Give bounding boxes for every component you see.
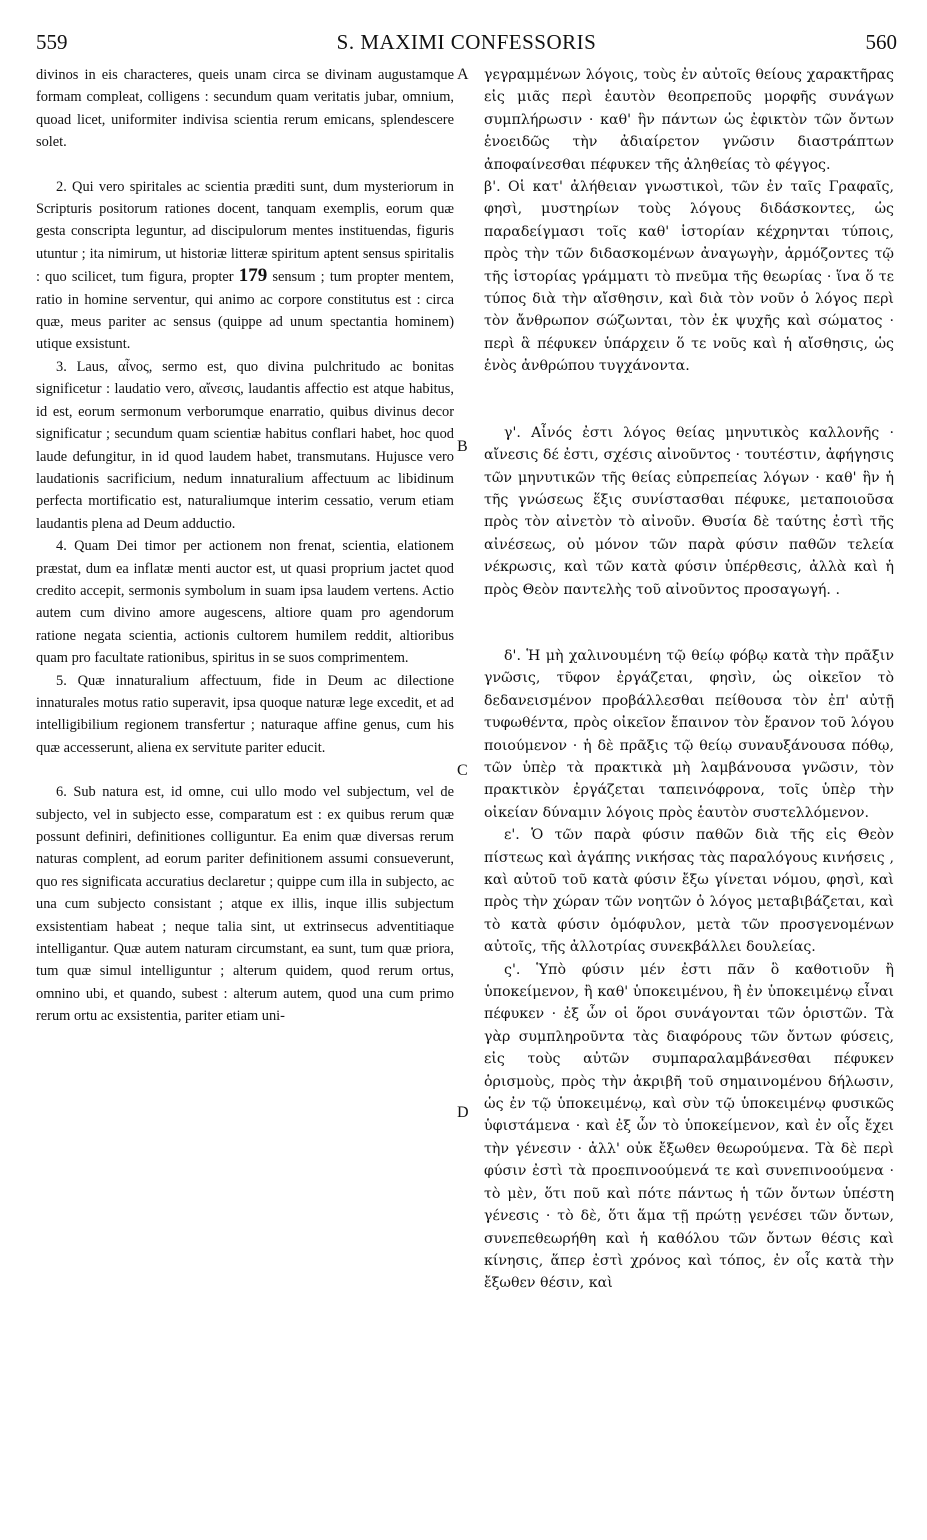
margin-mark-a: A — [457, 66, 469, 83]
page-number-left: 559 — [36, 30, 68, 54]
greek-column — [484, 64, 894, 1295]
greek-paragraph-4: δ'. Ἡ μὴ χαλινουμένη τῷ θείῳ φόβῳ κατὰ τὴν πρᾶξιν γνῶσις, τῦφον ἐργάζεται, φησὶν, ὡς οἰκεῖον τὸ δεδανεισμένον προβάλλεσθαι πείθουσα τὸν ἐπ' αὐτῇ τυφωθέντα, πρὸς οἰκεῖον ἔπαινον τὸν ἔρανον τοῦ λόγου ποιούμενον · ἡ δὲ πρᾶξις τῷ θείῳ συναυξάνουσα πόθῳ, τῶν ὑπὲρ τὰ πρακτικὰ μὴ λαμβάνουσα γνῶσιν, τὸν πρακτικὸν ἐργάζεται ταπεινόφρονα, τοῖς ὑπὲρ τὴν οἰκείαν δύναμιν λόγοις πρὸς ἑαυτὸν συστελλόμενον. — [484, 647, 894, 821]
latin-paragraph-3: 3. Laus, αἶνος, sermo est, quo divina pulchritudo ac bonitas significetur : laudatio vero, αἴνεσις, laudantis affectio est atque habitus, id est, eorum sermonum verborumque enarratio, quibus divinus decor significatur ; secundum quam scientiæ habitus conflari habet, hoc quod laude defungitur, in id quod laudem habet, transmutans. Hujusce vero laudationis sacrificium, nedum innaturalium affectuum ac libidinum perfecta mortificatio est, naturaliumque interim cessatio, verum etiam laudantis plena ad Deum adductio. — [36, 358, 454, 532]
greek-paragraph-3: γ'. Αἶνός ἐστι λόγος θείας μηνυτικὸς καλλονῆς · αἴνεσις δέ ἐστι, σχέσις αἰνοῦντος · τουτέστιν, ἀφήγησις τῶν μηνυτικῶν τῆς θείας εὐπρεπείας λόγων · καθ' ἣν ἡ τῆς γνώσεως ἕξις συνίστασθαι πέφυκε, μεταποιοῦσα πρὸς τὸν αἰνετὸν τὸ αἰνοῦν. Θυσία δὲ ταύτης ἐστὶ τῆς αἰνέσεως, οὐ μόνον τῶν παρὰ φύσιν παθῶν τελεία νέκρωσις, καὶ τῶν κατὰ φύσιν ὑπέρθεσις, ἀλλὰ καὶ ἡ πρὸς Θεὸν παντελὴς τοῦ αἰνοῦντος προσαγωγή. . — [484, 424, 894, 598]
latin-paragraph-6: 6. Sub natura est, id omne, cui ullo modo vel subjectum, vel de subjecto, vel in subjecto esse, comparatum est : ex quibus rerum quæ possunt definiri, definitiones colliguntur. Ea enim quæ diversas rerum naturas complent, ad eorum pariter definitionem assumi consueverunt, quo res significata accuratius declaretur ; quippe cum illa in subjecto, ac una cum subjecto consistant ; atque ex illis, inque illis subjectum exsistentiam habeat ; neque talia sint, ut extrinsecus adventitiaque intelligantur. Quæ autem naturam circumstant, ea sunt, tum quæ priora, tum quæ simul intelliguntur ; alterum quidem, quod rerum ortus, omnino ubi, et quando, subest : alterum autem, quod una cum primo rerum ortu ac exsistentia, pariter etiam uni- — [36, 784, 454, 1025]
greek-paragraph-6: ς'. Ὑπὸ φύσιν μέν ἐστι πᾶν ὃ καθοτιοῦν ἢ ὑποκείμενον, ἢ καθ' ὑποκειμένου, ἢ ἐν ὑποκειμένῳ εἶναι πέφυκεν · ἐξ ὧν οἱ ὅροι συνάγονται τῶν ὁριστῶν. Τὰ γὰρ συμπληροῦντα τὰς διαφόρους τῶν ὄντων φύσεις, εἰς τοὺς αὐτῶν συμπαραλαμβάνεσθαι πέφυκεν ὁρισμοὺς, πρὸς τὴν ἀκριβῆ τοῦ σημαινομένου δήλωσιν, ὡς ἐν τῷ ὑποκειμένῳ, καὶ σὺν τῷ ὑποκειμένῳ φυσικῶς ὑφιστάμενα · καὶ ἐξ ὧν τὸ ὑποκείμενον, καὶ ἐν οἷς ἔχει τὴν γένεσιν · ἀλλ' οὐκ ἔξωθεν θεωρούμενα. Τὰ δὲ περὶ φύσιν ἐστὶ τὰ προεπινοούμενά τε καὶ συνεπινοούμενα · τὸ μὲν, ὅτι ποῦ καὶ πότε πάντως ἡ τῶν ὄντων ὑπέστη γένεσις · τὸ δὲ, ὅτι ἅμα τῇ πρώτῃ γενέσει τῶν ὄντων, συνεπεθεωρήθη καὶ ἡ καθόλου τῶν ὄντων θέσις καὶ κίνησις, ἅπερ ἐστὶ χρόνος καὶ τόπος, ἐν οἷς κατὰ τὴν ἔξωθεν θέσιν, καὶ — [484, 961, 894, 1292]
page-number-right: 560 — [865, 30, 897, 54]
margin-mark-c: C — [457, 762, 468, 779]
margin-mark-b: B — [457, 438, 468, 455]
latin-paragraph-2-part-b: sensum ; tum propter mentem, ratio in homine serventur, qui animo ac corpore constitutus est : circa quæ, meus pariter ac sensus (quippe ad unum spectantia hominem) utique exsistunt. — [36, 269, 454, 353]
margin-mark-d: D — [457, 1104, 469, 1121]
greek-paragraph-5: ε'. Ὁ τῶν παρὰ φύσιν παθῶν διὰ τῆς εἰς Θεὸν πίστεως καὶ ἀγάπης νικήσας τὰς παραλόγους κινήσεις , καὶ αὐτοῦ τοῦ κατὰ φύσιν ἔξω γίνεται νόμου, φησὶ, καὶ πρὸς τὴν χώραν τῶν νοητῶν ὁ λόγος μεταβιβάζεται, καὶ τὸ κατὰ φύσιν ὁμόφυλον, μετὰ τῶν προσγενομένων αὐτοῖς, τῆς ἀλλοτρίας συνεκβάλλει δουλείας. — [484, 827, 894, 956]
latin-paragraph-5: 5. Quæ innaturalium affectuum, fide in Deum ac dilectione innaturales motus ratio superavit, ipsa quoque naturæ lege excedit, et ad intelligibilium regionem transfertur ; naturaque affine genus, cum his quæ accesserunt, aliena ex servitute pariter educit. — [36, 672, 454, 756]
greek-paragraph-2: β'. Οἱ κατ' ἀλήθειαν γνωστικοὶ, τῶν ἐν ταῖς Γραφαῖς, φησὶ, μυστηρίων τοὺς λόγους διδάσκοντες, ὡς παραδείγμασι τοῖς καθ' ἱστορίαν κέχρηνται τύποις, πρὸς τὴν τῶν διδασκομένων ἀναγωγὴν, ἁρμόζοντες τῷ τῆς ἱστορίας γράμματι τὸ πνεῦμα τῆς θεωρίας · ἵνα ὅ τε τύπος διὰ τὴν αἴσθησιν, καὶ διὰ τὸν νοῦν ὁ λόγος περὶ τὸν ἄνθρωπον σώζωνται, τὸν ἐκ ψυχῆς καὶ σώματος · περὶ ἃ πέφυκεν ὑπάρχειν ὅ τε νοῦς καὶ ἡ αἴσθησις, ὡς ἑνὸς ἀνθρώπου τυγχάνοντα. — [484, 179, 894, 375]
latin-paragraph-2-part-a: 2. Qui vero spiritales ac scientia præditi sunt, dum mysteriorum in Scripturis positorum rationes docent, tanquam exemplis, eorum quæ gesta conscripta leguntur, ad discipulorum mentes instituendas, figuris utuntur ; ita nimirum, ut historiæ litteræ spiritum aptent sensus spiritalis : quo scilicet, tum figura, propter — [36, 178, 454, 286]
running-title: S. MAXIMI CONFESSORIS — [336, 30, 597, 54]
latin-column — [36, 64, 454, 1028]
latin-paragraph-4: 4. Quam Dei timor per actionem non frenat, scientia, elationem præstat, dum ea inflatæ menti auctor est, ut quasi proprium jactet quod credito accepit, sermonis symbolum in suam ipsa laudem vertens. Actio autem cum divino amore augescens, altiore quam pro agendorum ratione negata scientia, actionis cultorem humilem reddit, altioribus quam pro facultate rationibus, spiritus in se suos comprimentem. — [36, 538, 454, 667]
running-header — [36, 30, 897, 60]
greek-paragraph-0: γεγραμμένων λόγοις, τοὺς ἐν αὐτοῖς θείους χαρακτῆρας εἰς μιᾶς περὶ ἑαυτὸν θεοπρεποῦς μορφῆς συνάγων συμπλήρωσιν · καθ' ἣν πάντων ὡς ἐφικτὸν τῶν ὄντων ἑνοειδῶς τὴν ἀδιαίρετον γνῶσιν διαστράπτων ἀποφαίνεσθαι πέφυκεν τῆς ἀληθείας τὸ φέγγος. — [484, 67, 894, 173]
column-number-marker: 179 — [238, 265, 268, 287]
latin-paragraph-0: divinos in eis characteres, queis unam circa se divinam augustamque formam compleat, colligens : secundum quam veritatis jubar, omnium, quoad licet, uniformiter indivisa scientia rerum emicans, splendescere solet. — [36, 67, 454, 151]
latin-paragraph-2 — [36, 176, 454, 356]
